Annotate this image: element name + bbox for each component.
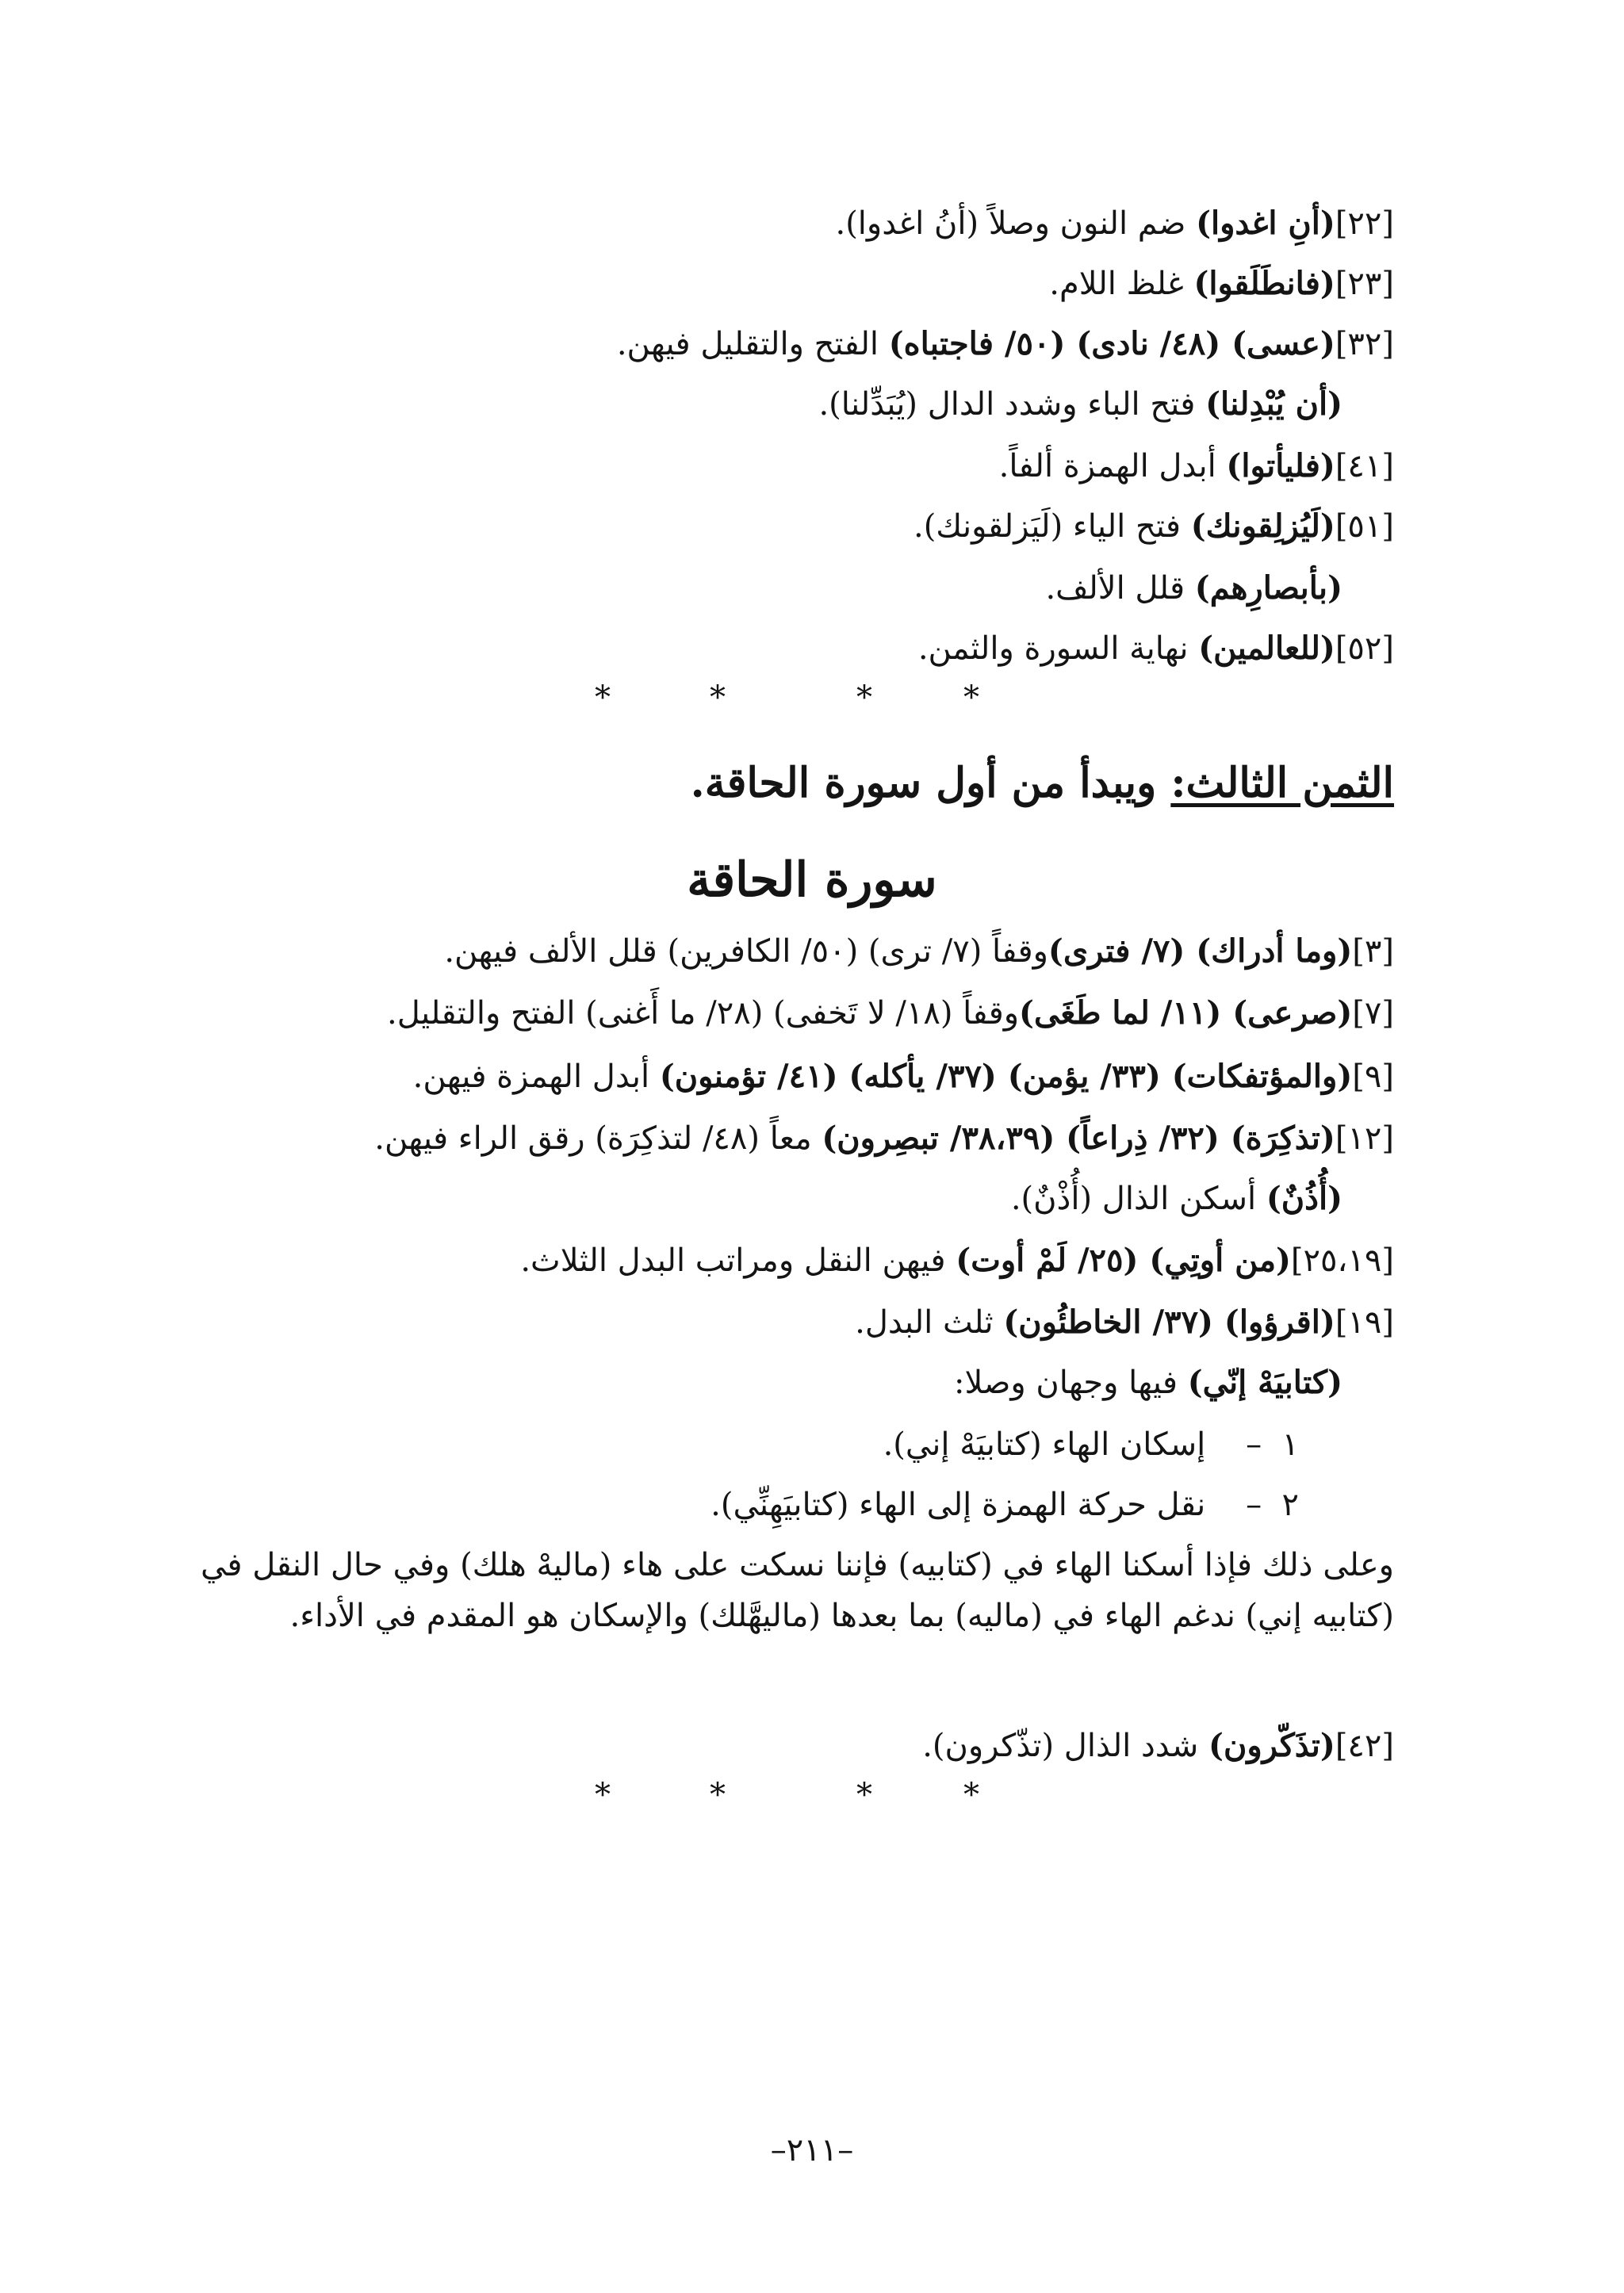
note-line xyxy=(520,1235,1394,1286)
surah-title: سورة الحاقة xyxy=(687,852,937,908)
list-dash: – xyxy=(1246,1426,1262,1463)
separator-star: * xyxy=(710,679,726,716)
note-text: وقفاً (١٨/ لا تَخفى) (٢٨/ ما أَغنى) الفتح والتقليل. xyxy=(387,995,1020,1032)
quranic-word: (بأبصارِهم) xyxy=(1194,569,1342,607)
quranic-word: (للعالمين) xyxy=(1198,630,1335,667)
note-line xyxy=(835,198,1394,249)
section-separator xyxy=(595,674,991,722)
note-text: وقفاً (٧/ ترى) (٥٠/ الكافرين) قلل الألف فيهن. xyxy=(444,933,1048,970)
separator-star: * xyxy=(963,1777,979,1813)
note-line xyxy=(1049,258,1394,309)
note-text: نهاية السورة والثمن. xyxy=(917,630,1199,667)
note-line xyxy=(1011,1173,1342,1224)
quranic-word: (كتابيَهْ إنّي) xyxy=(1187,1364,1342,1401)
verse-ref: [٤١] xyxy=(1335,448,1394,484)
note-text: فتح الباء وشدد الدال (يُبَدِّلنا). xyxy=(818,386,1206,423)
quranic-word: (وما أدراك) (٧/ فترى) xyxy=(1048,932,1353,970)
note-line xyxy=(922,1721,1394,1771)
note-text: أبدل الهمزة فيهن. xyxy=(412,1058,660,1095)
thumn-label: الثمن الثالث: xyxy=(1170,759,1394,807)
note-line xyxy=(918,623,1394,674)
note-text: ثلث البدل. xyxy=(855,1304,1004,1341)
quranic-word: (تذَكّرون) xyxy=(1208,1727,1335,1764)
separator-star: * xyxy=(595,679,611,716)
note-line xyxy=(1045,563,1342,614)
verse-ref: [١٩] xyxy=(1335,1304,1394,1341)
quranic-word: (اقرؤوا) (٣٧/ الخاطئُون) xyxy=(1003,1303,1335,1341)
list-item xyxy=(883,1419,1299,1470)
verse-ref: [٣٢] xyxy=(1335,326,1394,362)
thumn-rest: ويبدأ من أول سورة الحاقة. xyxy=(690,759,1171,807)
verse-ref: [٤٢] xyxy=(1335,1728,1394,1764)
note-line xyxy=(374,1113,1394,1164)
verse-ref: [٥٢] xyxy=(1335,630,1394,667)
list-number: ١ xyxy=(1281,1426,1299,1463)
list-number: ٢ xyxy=(1281,1487,1299,1523)
quranic-word: (أُذُنٌ) xyxy=(1266,1180,1342,1217)
quranic-word: (فانطَلَقوا) xyxy=(1193,265,1335,302)
section-separator xyxy=(595,1771,991,1819)
note-line xyxy=(444,926,1394,977)
verse-ref: [٥١] xyxy=(1335,508,1394,545)
quranic-word: (صرعى) (١١/ لما طَغَى) xyxy=(1019,994,1353,1032)
note-text: فتح الياء (لَيَزلقونك). xyxy=(913,508,1191,545)
quranic-word: (أنِ اغدوا) xyxy=(1196,205,1335,242)
note-text: أبدل الهمزة ألفاً. xyxy=(998,448,1227,484)
list-item xyxy=(710,1480,1299,1530)
verse-ref: [٢٢] xyxy=(1335,205,1394,242)
list-dash: – xyxy=(1246,1487,1262,1523)
verse-ref: [٢٣] xyxy=(1335,266,1394,302)
quranic-word: (من أوتِي) (٢٥/ لَمْ أوت) xyxy=(956,1242,1291,1279)
list-text: نقل حركة الهمزة إلى الهاء (كتابيَهِنِّي). xyxy=(710,1487,1206,1523)
verse-ref: [٣] xyxy=(1352,933,1394,970)
note-text: غلظ اللام. xyxy=(1049,266,1194,302)
note-text: قلل الألف. xyxy=(1045,570,1195,607)
note-text: أسكن الذال (أُذْنٌ). xyxy=(1010,1181,1266,1217)
note-text: معاً (٤٨/ لتذكِرَة) رقق الراء فيهن. xyxy=(374,1120,822,1157)
separator-star: * xyxy=(595,1777,611,1813)
separator-star: * xyxy=(856,1777,872,1813)
quranic-word: (والمؤتفكات) (٣٣/ يؤمن) (٣٧/ يأكله) (٤١/ تؤمنون) xyxy=(659,1058,1353,1095)
note-line xyxy=(818,379,1342,430)
quranic-word: (عسى) (٤٨/ نادى) (٥٠/ فاجتباه) xyxy=(888,325,1335,362)
note-text: شدد الذال (تذّكرون). xyxy=(922,1728,1209,1764)
quranic-word: (تذكِرَة) (٣٢/ ذِراعاً) (٣٨،٣٩/ تبصِرون) xyxy=(822,1120,1335,1157)
note-line xyxy=(954,1357,1342,1408)
thumn-heading xyxy=(691,752,1394,815)
explanation-paragraph: وعلى ذلك فإذا أسكنا الهاء في (كتابيه) فإننا نسكت على هاء (ماليهْ هلك) وفي حال النقل في (كتابيه إني) ندغم الهاء في (ماليه) بما بعدها (ماليهَّلك) والإسكان هو المقدم في الأداء. xyxy=(201,1547,1394,1634)
separator-star: * xyxy=(856,679,872,716)
note-line xyxy=(855,1297,1394,1348)
note-text: فيهن النقل ومراتب البدل الثلاث. xyxy=(520,1242,956,1279)
separator-star: * xyxy=(963,679,979,716)
verse-ref: [٢٥،١٩] xyxy=(1290,1242,1394,1279)
quranic-word: (لَيُزلِقونك) xyxy=(1190,507,1335,545)
verse-ref: [١٢] xyxy=(1335,1120,1394,1157)
note-text: فيها وجهان وصلا: xyxy=(954,1365,1188,1401)
quranic-word: (فليأتوا) xyxy=(1226,447,1335,484)
separator-star: * xyxy=(710,1777,726,1813)
verse-ref: [٩] xyxy=(1352,1058,1394,1095)
note-line xyxy=(387,988,1394,1039)
note-line xyxy=(617,319,1394,369)
note-text: الفتح والتقليل فيهن. xyxy=(616,326,889,362)
note-line xyxy=(914,501,1394,552)
page-number: –٢١١– xyxy=(770,2132,854,2169)
note-line xyxy=(413,1051,1394,1102)
note-line xyxy=(999,441,1394,492)
note-text: ضم النون وصلاً (أنُ اغدوا). xyxy=(835,205,1197,242)
list-text: إسكان الهاء (كتابيَهْ إني). xyxy=(883,1426,1206,1463)
quranic-word: (أن يُبْدِلنا) xyxy=(1205,385,1342,423)
verse-ref: [٧] xyxy=(1352,995,1394,1032)
